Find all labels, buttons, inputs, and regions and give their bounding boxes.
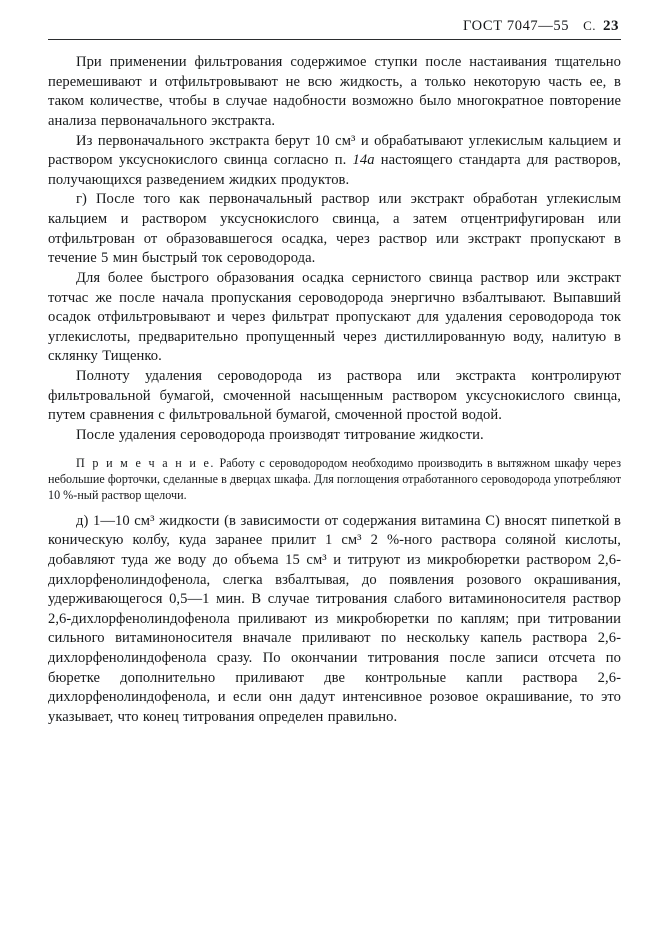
note-text: Работу с сероводородом необходимо производить в вытяжном шкафу через небольшие форточки, сделанные в дверцах шкафа. Для поглощения отработанного сероводорода употребляют 10 %-ный раствор щелочи. <box>48 455 621 502</box>
paragraph-2: Из первоначального экстракта берут 10 см³ и обрабатывают углекислым кальцием и раствором уксуснокислого свинца согласно п. 14а настоящего стандарта для растворов, получающихся разведением жидких продуктов. <box>48 132 621 188</box>
page-marker-label: С. <box>583 18 596 33</box>
note-label: П р и м е ч а н и е. <box>76 455 216 470</box>
paragraph-1: При применении фильтрования содержимое ступки после настаивания тщательно перемешивают и отфильтровывают не всю жидкость, а только некоторую часть ее, в таком количестве, чтобы в случае надобности возможно было многократное повторение анализа первоначального экстракта. <box>48 54 621 129</box>
page-number: 23 <box>603 18 619 34</box>
paragraph-3: г) После того как первоначальный раствор или экстракт обработан углекислым кальцием и раствором уксуснокислого свинца, а затем отцентрифугирован или отфильтрован от образовавшегося осадка, через раствор или экстракт пропускают в течение 5 мин быстрый ток сероводорода. <box>48 191 621 267</box>
page-header <box>48 18 621 35</box>
header-divider <box>48 39 621 40</box>
paragraph-7: д) 1—10 см³ жидкости (в зависимости от содержания витамина С) вносят пипеткой в коническую колбу, куда заранее прилит 1 см³ 2 %-ного раствора соляной кислоты, добавляют туда же воду до объема 15 см³ и титруют из микробюретки раствором 2,6-дихлорфенолиндофенола, слегка взбалтывая, до появления розового окрашивания, удерживающегося 0,5—1 мин. В случае титрования слабого витаминоносителя раствор 2,6-дихлорфенолиндофенола приливают из микробюретки по каплям; при титровании сильного витаминоносителя вначале приливают по нескольку капель раствора 2,6-дихлорфенолиндофенола сразу. По окончании титрования после записи отсчета по бюретке дополнительно приливают две контрольные капли раствора 2,6-дихлорфенолиндофенола, и если онн дадут интенсивное розовое окрашивание, то это указывает, что конец титрования определен правильно. <box>48 512 621 725</box>
paragraph-5: Полноту удаления сероводорода из раствора или экстракта контролируют фильтровальной бумагой, смоченной насыщенным раствором уксуснокислого свинца, путем сравнения с фильтровальной бумагой, смоченной простой водой. <box>48 368 621 424</box>
paragraph-4: Для более быстрого образования осадка сернистого свинца раствор или экстракт тотчас же после начала пропускания сероводорода энергично взбалтывают. Выпавший осадок отфильтровывают и через фильтрат пропускают для удаления сероводорода ток углекислоты, предварительно пропущенный через дистиллированную воду, налитую в склянку Тищенко. <box>48 269 621 365</box>
standard-number: ГОСТ 7047—55 <box>463 18 570 34</box>
note-block <box>48 455 621 503</box>
paragraph-6: После удаления сероводорода производят титрование жидкости. <box>76 426 484 443</box>
